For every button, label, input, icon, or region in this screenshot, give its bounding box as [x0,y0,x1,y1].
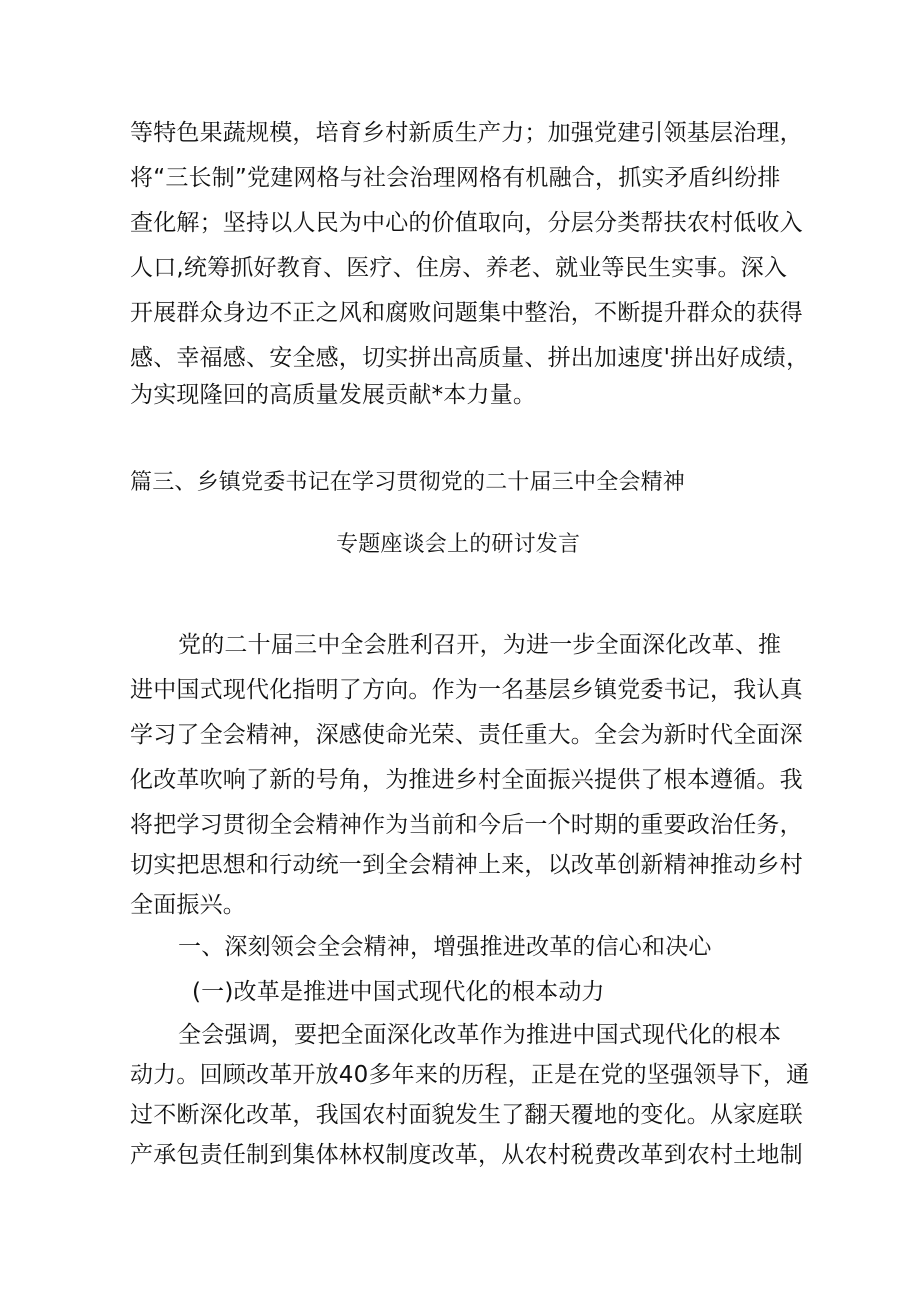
paragraph-line: 开展群众身边不正之风和腐败问题集中整治，不断提升群众的获得 [130,300,803,326]
paragraph-line: 动力。回顾改革开放40多年来的历程，正是在党的坚强领导下，通 [130,1062,810,1088]
paragraph-line: 为实现隆回的高质量发展贡献*本力量。 [130,382,537,408]
paragraph-line: 将把学习贯彻全会精神作为当前和今后一个时期的重要政治任务， [130,812,803,838]
paragraph-line: 进中国式现代化指明了方向。作为一名基层乡镇党委书记，我认真 [130,677,803,703]
paragraph-line: 过不断深化改革，我国农村面貌发生了翻天覆地的变化。从家庭联 [130,1102,803,1128]
paragraph-line: 学习了全会精神，深感使命光荣、责任重大。全会为新时代全面深 [130,722,803,748]
paragraph-line: 切实把思想和行动统一到全会精神上来，以改革创新精神推动乡村 [130,852,803,878]
paragraph-line: 全面振兴。 [130,892,246,918]
section-heading: 一、深刻领会全会精神，增强推进改革的信心和决心 [178,934,712,960]
paragraph-line: 化改革吹响了新的号角，为推进乡村全面振兴提供了根本遵循。我 [130,767,803,793]
paragraph-line: 产承包责任制到集体林权制度改革，从农村税费改革到农村土地制 [130,1142,803,1168]
paragraph-line: 全会强调，要把全面深化改革作为推进中国式现代化的根本 [178,1022,782,1048]
article-title: 篇三、乡镇党委书记在学习贯彻党的二十届三中全会精神 [130,470,686,495]
paragraph-line: 查化解；坚持以人民为中心的价值取向，分层分类帮扶农村低收入 [130,210,803,236]
paragraph-line: 人口,统筹抓好教育、医疗、住房、养老、就业等民生实事。深入 [130,255,788,281]
paragraph-line: 感、幸福感、安全感，切实拼出高质量、拼出加速度'拼出好成绩， [130,345,810,371]
article-subtitle: 专题座谈会上的研讨发言 [336,532,581,557]
paragraph-line: 将“三长制”党建网格与社会治理网格有机融合，抓实矛盾纠纷排 [130,165,781,191]
paragraph-line: 党的二十届三中全会胜利召开，为进一步全面深化改革、推 [178,632,782,658]
subsection-heading: (一)改革是推进中国式现代化的根本动力 [192,979,605,1005]
paragraph-line: 等特色果蔬规模，培育乡村新质生产力；加强党建引领基层治理， [130,120,803,146]
